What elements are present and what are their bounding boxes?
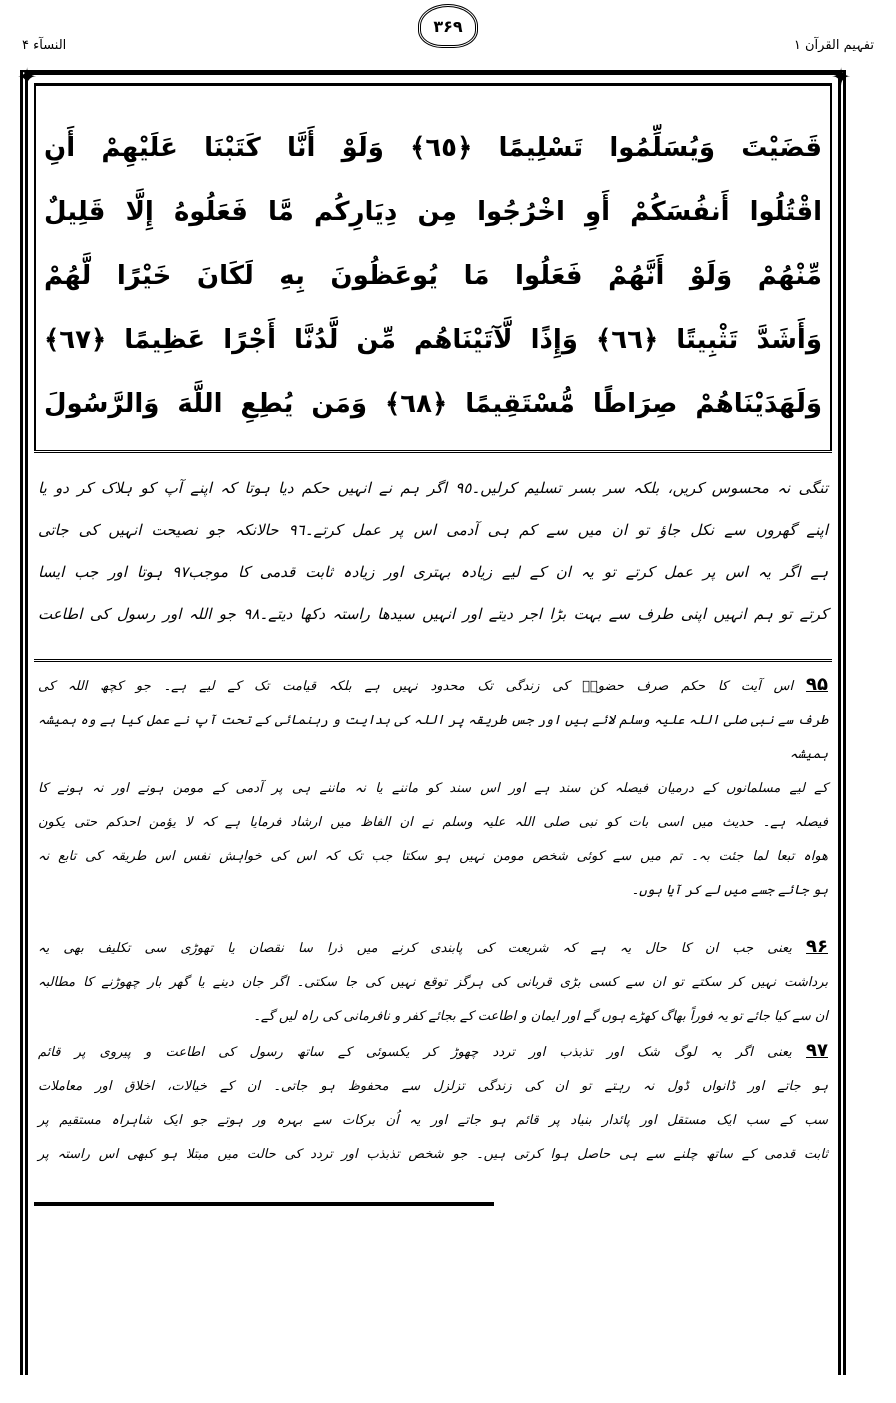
quran-line: مِّنْهُمْ وَلَوْ أَنَّهُمْ فَعَلُوا مَا يُوعَظُونَ بِهِ لَكَانَ خَيْرًا لَّهُمْ	[44, 261, 822, 291]
bottom-rule	[34, 1202, 494, 1206]
translation-line: تنگی نہ محسوس کریں، بلکہ سر بسر تسلیم کرلیں۔٩٥ اگر ہم نے انہیں حکم دیا ہوتا کہ اپنے آپ کو ہلاک کر دو یا	[38, 479, 828, 497]
note-line: ثابت قدمی کے ساتھ چلنے سے ہی حاصل ہوا کرتی ہیں۔ جو شخص تذبذب اور تردد کی حالت میں مبتلا ہو کبھی اس راستہ پر	[38, 1147, 828, 1162]
note-line: ھواہ تبعا لما جئت بہ۔ تم میں سے کوئی شخص مومن نہیں ہو سکتا جب تک کہ اس کی خواہش نفس اس طریقہ کی تابع نہ	[38, 849, 828, 864]
translation	[34, 453, 832, 659]
footnotes	[34, 662, 832, 1172]
note-line	[38, 930, 828, 966]
quran-line: وَلَهَدَيْنَاهُمْ صِرَاطًا مُّسْتَقِيمًا ﴿٦٨﴾ وَمَن يُطِعِ اللَّهَ وَالرَّسُولَ	[44, 389, 822, 419]
note-text: اس آیت کا حکم صرف حضورؐ کی زندگی تک محدود نہیں ہے بلکہ قیامت تک کے لیے ہے۔ جو کچھ اللہ کی	[38, 679, 794, 694]
note-text: یعنی اگر یہ لوگ شک اور تذبذب اور تردد چھوڑ کر یکسوئی کے ساتھ رسول کی اطاعت و پیروی پر قائم	[38, 1045, 792, 1060]
note-number: ۹۶	[806, 936, 828, 957]
note-line: کے لیے مسلمانوں کے درمیان فیصلہ کن سند ہے اور اس سند کو ماننے یا نہ ماننے ہی پر آدمی کے مومن ہونے اور نہ ہونے کا	[38, 781, 828, 796]
page-number: ۳۶۹	[418, 4, 478, 48]
page-frame	[20, 70, 846, 1375]
translation-line: اپنے گھروں سے نکل جاؤ تو ان میں سے کم ہی آدمی اس پر عمل کرتے۔٩٦ حالانکہ جو نصیحت انہیں کی جاتی	[38, 521, 829, 539]
note-line: ان سے کیا جائے تو یہ فوراً بھاگ کھڑے ہوں گے اور ایمان و اطاعت کے بجائے کفر و نافرمانی کی راہ لیں گے۔	[253, 1009, 828, 1024]
quran-line: وَأَشَدَّ تَثْبِيتًا ﴿٦٦﴾ وَإِذًا لَّآتَيْنَاهُم مِّن لَّدُنَّا أَجْرًا عَظِيمًا ﴿٦٧﴾	[44, 325, 822, 355]
note-line: برداشت نہیں کر سکتے تو ان سے کسی بڑی قربانی کی ہرگز توقع نہیں کی جا سکتی۔ اگر جان دینے یا گھر بار چھوڑنے کا مطالبہ	[38, 975, 828, 990]
quran-text	[34, 83, 832, 450]
note-line: طرف سے نبی صلی اللہ علیہ وسلم لائے ہیں اور جس طریقہ پر اللہ کی ہدایت و رہنمائی کے تحت آپ نے عمل کیا ہے وہ ہمیشہ ہمیشہ	[38, 713, 828, 762]
corner-ornament-icon: ✦	[16, 63, 38, 91]
note-line: سب کے سب ایک مستقل اور پائدار بنیاد پر قائم ہو جاتے اور یہ اُن برکات سے بہرہ ور ہوتے جو ایک شاہراہ مستقیم پر	[38, 1113, 828, 1128]
note-line	[38, 1034, 828, 1070]
book-title: تفہیم القرآن ۱	[793, 38, 874, 53]
translation-line: ہے اگر یہ اس پر عمل کرتے تو یہ ان کے لیے زیادہ بہتری اور زیادہ ثابت قدمی کا موجب٩٧ ہوتا اور جب ایسا	[38, 563, 828, 581]
corner-ornament-icon: ✦	[830, 63, 852, 91]
note-number: ۹۵	[806, 674, 828, 695]
note-line: فیصلہ ہے۔ حدیث میں اسی بات کو نبی صلی اللہ علیہ وسلم نے ان الفاظ میں ارشاد فرمایا ہے کہ لا یؤمن احدکم حتی یکون	[38, 815, 828, 830]
note-line: ہو جاتے اور ڈانواں ڈول نہ رہتے تو ان کی زندگی تزلزل سے محفوظ ہو جاتی۔ ان کے خیالات، اخلاق اور معاملات	[38, 1079, 828, 1094]
quran-line: قَضَيْتَ وَيُسَلِّمُوا تَسْلِيمًا ﴿٦٥﴾ وَلَوْ أَنَّا كَتَبْنَا عَلَيْهِمْ أَنِ	[44, 133, 822, 163]
surah-name: النسآء ۴	[22, 38, 67, 53]
note-number: ۹۷	[806, 1040, 828, 1061]
quran-line: اقْتُلُوا أَنفُسَكُمْ أَوِ اخْرُجُوا مِن دِيَارِكُم مَّا فَعَلُوهُ إِلَّا قَلِيلٌ	[44, 197, 822, 227]
note-text: یعنی جب ان کا حال یہ ہے کہ شریعت کی پابندی کرنے میں ذرا سا نقصان یا تھوڑی سی تکلیف بھی یہ	[38, 941, 792, 956]
translation-line: کرتے تو ہم انہیں اپنی طرف سے بہت بڑا اجر دیتے اور انہیں سیدھا راستہ دکھا دیتے۔٩٨ جو اللہ اور رسول کی اطاعت	[38, 605, 828, 623]
note-line	[38, 668, 828, 704]
note-line: ہو جائے جسے میں لے کر آیا ہوں۔	[631, 883, 828, 898]
